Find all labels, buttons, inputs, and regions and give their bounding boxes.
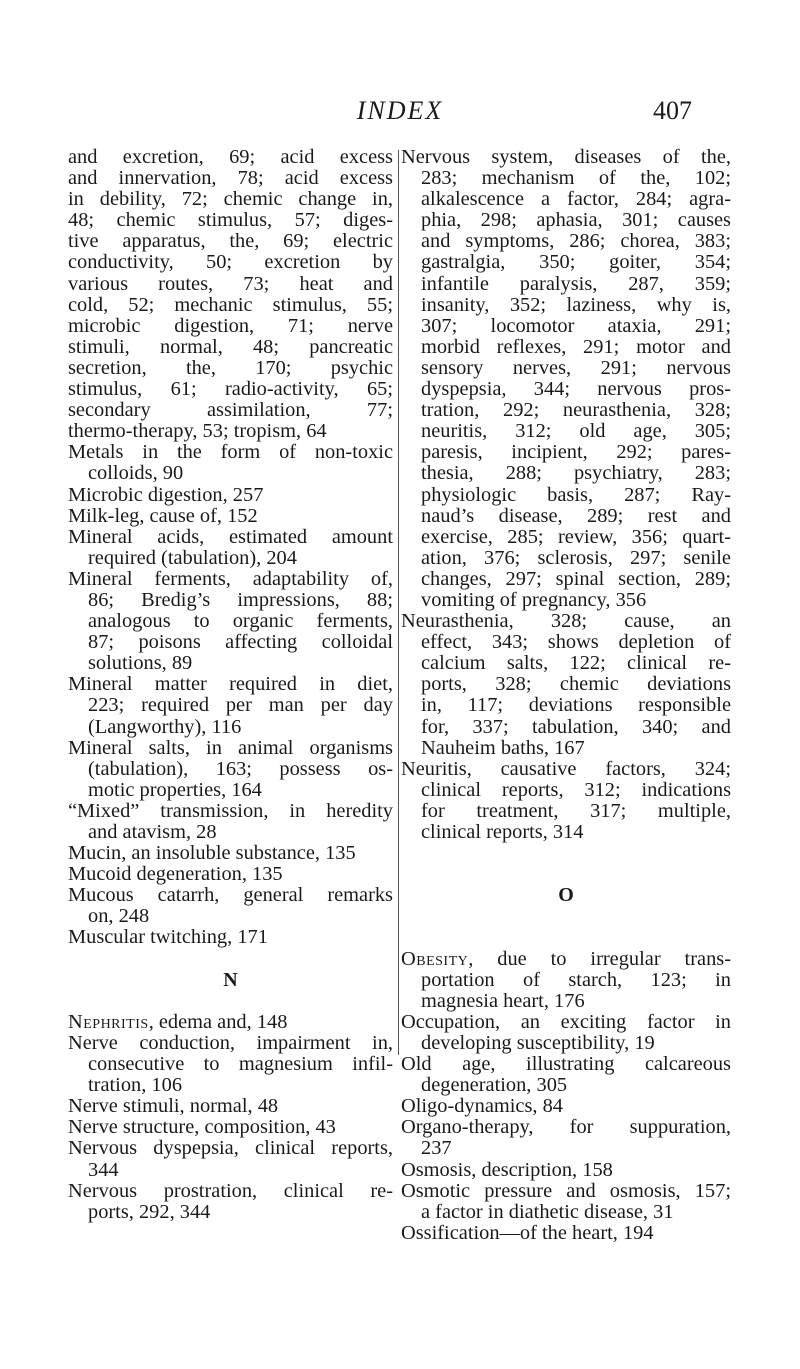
index-entry-line: Obesity, due to irregular trans-	[401, 947, 731, 970]
index-entry-continuation: and atavism, 28	[88, 821, 217, 843]
index-entry-line: Mucous catarrh, general remarks	[68, 884, 393, 907]
index-entry-continuation: required (tabulation), 204	[88, 546, 297, 569]
index-entry-continuation: tration, 292; neurasthenia, 328;	[421, 399, 731, 422]
index-entry-line: Mineral ferments, adaptability of,	[68, 567, 393, 590]
index-entry-line: Osmotic pressure and osmosis, 157;	[401, 1179, 731, 1202]
index-entry-continuation: alkalescence a factor, 284; agra-	[421, 188, 731, 211]
index-entry-continuation: paresis, incipient, 292; pares-	[421, 441, 731, 464]
index-entry-continuation: effect, 343; shows depletion of	[421, 631, 731, 654]
index-entry-line: Nervous system, diseases of the,	[401, 146, 731, 168]
index-entry-line: and innervation, 78; acid excess	[68, 167, 393, 190]
index-entry-continuation: thesia, 288; psychiatry, 283;	[421, 462, 731, 485]
index-entry-continuation: 307; locomotor ataxia, 291;	[421, 314, 731, 337]
index-entry-continuation: developing susceptibility, 19	[421, 1031, 655, 1054]
entry-headword: Obesity	[401, 947, 469, 970]
index-entry-continuation: (Langworthy), 116	[88, 715, 242, 738]
index-entry-continuation: analogous to organic ferments,	[88, 610, 393, 633]
index-entry-line: Milk-leg, cause of, 152	[68, 504, 258, 527]
index-entry-line: Metals in the form of non-toxic	[68, 441, 393, 464]
index-entry-continuation: ports, 328; chemic deviations	[421, 673, 731, 696]
index-entry-line: Old age, illustrating calcareous	[401, 1053, 731, 1076]
index-entry-line: Muscular twitching, 171	[68, 926, 268, 949]
index-entry-line: Nerve conduction, impairment in,	[68, 1031, 393, 1054]
spacer	[68, 949, 393, 970]
index-entry-line: in debility, 72; chemic change in,	[68, 188, 393, 211]
index-entry-continuation: 87; poisons affecting colloidal	[88, 631, 393, 654]
index-entry-line: Mineral matter required in diet,	[68, 673, 393, 696]
index-entry-line: secretion, the, 170; psychic	[68, 356, 393, 379]
index-entry-continuation: naud’s disease, 289; rest and	[421, 504, 731, 527]
index-entry-line: Ossification—of the heart, 194	[401, 1221, 654, 1244]
index-entry-line: Mineral salts, in animal organisms	[68, 736, 393, 759]
index-entry-continuation: vomiting of pregnancy, 356	[421, 588, 647, 611]
index-entry-continuation: Nauheim baths, 167	[421, 736, 585, 759]
index-entry-line: Microbic digestion, 257	[68, 483, 264, 506]
index-entry-continuation: physiologic basis, 287; Ray-	[421, 483, 731, 506]
index-entry-continuation: a factor in diathetic disease, 31	[421, 1200, 674, 1223]
index-entry-line: conductivity, 50; excretion by	[68, 251, 393, 274]
index-entry-line: Mineral acids, estimated amount	[68, 525, 393, 548]
spacer	[401, 927, 731, 948]
index-entry-continuation: changes, 297; spinal section, 289;	[421, 567, 731, 590]
column-divider	[398, 150, 399, 1055]
index-entry-line: stimuli, normal, 48; pancreatic	[68, 335, 393, 358]
index-entry-continuation: solutions, 89	[88, 652, 193, 675]
index-entry-continuation: exercise, 285; review, 356; quart-	[421, 525, 731, 548]
index-entry-continuation: 237	[421, 1137, 452, 1160]
index-entry-line: Nervous dyspepsia, clinical reports,	[68, 1137, 393, 1160]
page-number: 407	[653, 96, 692, 125]
index-entry-continuation: portation of starch, 123; in	[421, 968, 731, 991]
index-column-right	[401, 147, 731, 1244]
index-entry-line: Osmosis, description, 158	[401, 1158, 613, 1181]
index-entry-continuation: motic properties, 164	[88, 778, 262, 801]
index-entry-line: Nerve stimuli, normal, 48	[68, 1095, 279, 1118]
index-entry-continuation: phia, 298; aphasia, 301; causes	[421, 209, 731, 232]
index-entry-continuation: dyspepsia, 344; nervous pros-	[421, 378, 731, 401]
index-entry-continuation: in, 117; deviations responsible	[421, 694, 731, 717]
index-entry-continuation: (tabulation), 163; possess os-	[88, 757, 393, 780]
index-column-left	[68, 147, 393, 1223]
index-entry-line: various routes, 73; heat and	[68, 272, 393, 295]
index-entry-line: Nerve structure, composition, 43	[68, 1116, 336, 1139]
index-entry-line: 48; chemic stimulus, 57; diges-	[68, 209, 393, 232]
index-entry-continuation: ports, 292, 344	[88, 1200, 211, 1223]
index-entry-continuation: gastralgia, 350; goiter, 354;	[421, 251, 731, 274]
index-entry-line: tive apparatus, the, 69; electric	[68, 230, 393, 253]
index-entry-continuation: calcium salts, 122; clinical re-	[421, 652, 731, 675]
index-entry-continuation: and symptoms, 286; chorea, 383;	[421, 230, 731, 253]
index-entry-line: Nervous prostration, clinical re-	[68, 1179, 393, 1202]
spacer	[401, 864, 731, 885]
index-entry-line: stimulus, 61; radio-activity, 65;	[68, 378, 393, 401]
index-entry-line: Neuritis, causative factors, 324;	[401, 757, 731, 780]
index-entry-continuation: 344	[88, 1158, 119, 1181]
index-entry-continuation: 223; required per man per day	[88, 694, 393, 717]
index-entry-line: “Mixed” transmission, in heredity	[68, 799, 393, 822]
section-letter: N	[223, 968, 238, 991]
index-entry-continuation: morbid reflexes, 291; motor and	[421, 335, 731, 358]
index-entry-line: Nephritis, edema and, 148	[68, 1010, 288, 1033]
index-entry-line: cold, 52; mechanic stimulus, 55;	[68, 293, 393, 316]
section-letter: O	[558, 884, 574, 907]
index-entry-continuation: for treatment, 317; multiple,	[421, 799, 731, 822]
index-entry-continuation: tration, 106	[88, 1074, 183, 1097]
index-entry-line: and excretion, 69; acid excess	[68, 146, 393, 168]
index-entry-line: Neurasthenia, 328; cause, an	[401, 610, 731, 633]
index-entry-line: Mucoid degeneration, 135	[68, 863, 283, 886]
index-entry-continuation: for, 337; tabulation, 340; and	[421, 715, 731, 738]
index-entry-continuation: insanity, 352; laziness, why is,	[421, 293, 731, 316]
index-entry-continuation: 86; Bredig’s impressions, 88;	[88, 588, 393, 611]
index-entry-line: thermo-therapy, 53; tropism, 64	[68, 420, 327, 443]
index-entry-continuation: 283; mechanism of the, 102;	[421, 167, 731, 190]
index-entry-continuation: ation, 376; sclerosis, 297; senile	[421, 546, 731, 569]
index-entry-continuation: colloids, 90	[88, 462, 184, 485]
index-entry-line: Organo-therapy, for suppuration,	[401, 1116, 731, 1139]
index-entry-line: Occupation, an exciting factor in	[401, 1010, 731, 1033]
index-entry-line: Mucin, an insoluble substance, 135	[68, 842, 356, 865]
running-header-title: INDEX	[356, 96, 444, 125]
index-entry-line: Oligo-dynamics, 84	[401, 1095, 563, 1118]
index-entry-continuation: clinical reports, 314	[421, 821, 584, 843]
index-entry-continuation: sensory nerves, 291; nervous	[421, 356, 731, 379]
index-entry-continuation: magnesia heart, 176	[421, 989, 585, 1012]
spacer	[401, 906, 731, 927]
index-entry-continuation: clinical reports, 312; indications	[421, 778, 731, 801]
entry-headword: Nephritis	[68, 1010, 149, 1033]
index-entry-line: microbic digestion, 71; nerve	[68, 314, 393, 337]
index-entry-continuation: consecutive to magnesium infil-	[88, 1053, 393, 1076]
index-entry-line: secondary assimilation, 77;	[68, 399, 393, 422]
spacer	[401, 843, 731, 864]
spacer	[68, 991, 393, 1012]
index-entry-continuation: infantile paralysis, 287, 359;	[421, 272, 731, 295]
index-entry-continuation: neuritis, 312; old age, 305;	[421, 420, 731, 443]
index-entry-continuation: on, 248	[88, 905, 150, 928]
index-entry-continuation: degeneration, 305	[421, 1074, 568, 1097]
